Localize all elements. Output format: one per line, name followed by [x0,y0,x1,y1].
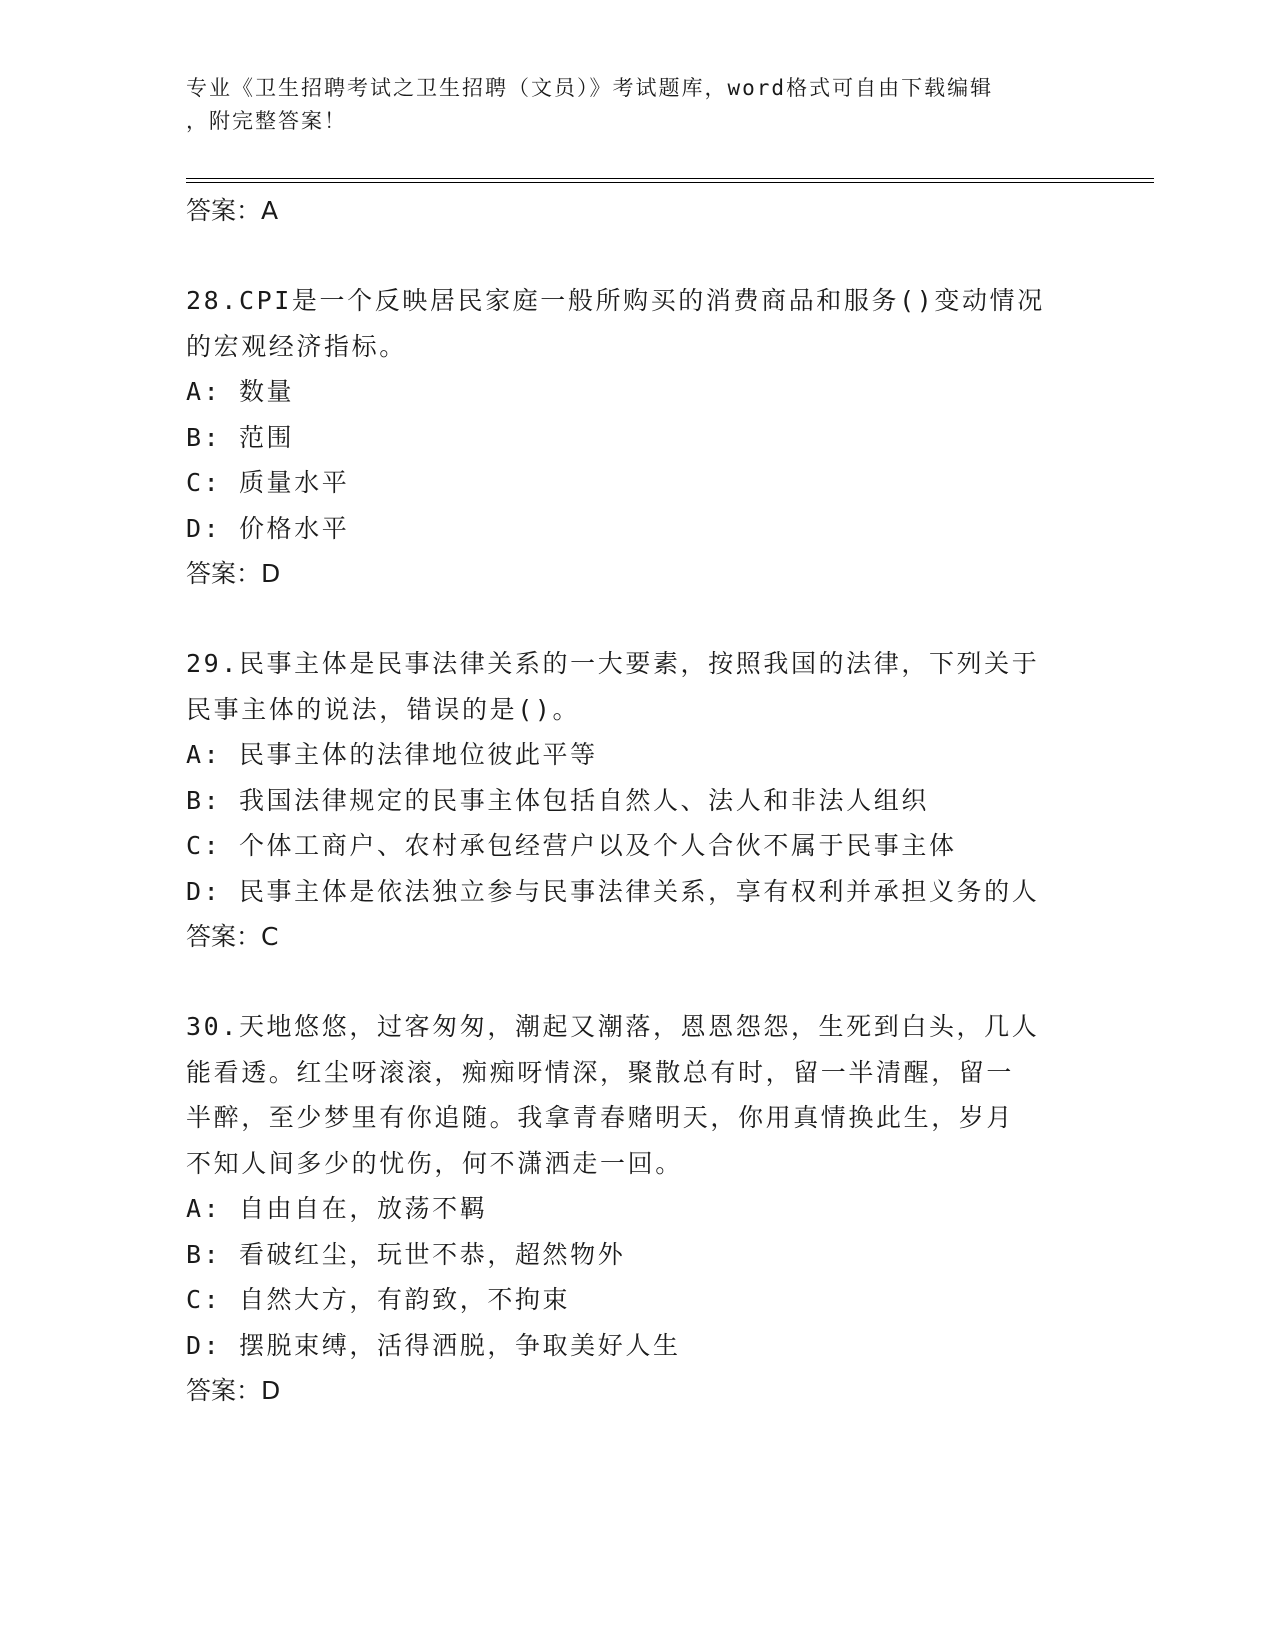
header-divider-top [186,178,1154,179]
option-b: B: 我国法律规定的民事主体包括自然人、法人和非法人组织 [186,785,929,815]
option-c: C: 个体工商户、农村承包经营户以及个人合伙不属于民事主体 [186,831,957,860]
page-header [186,72,1066,138]
option-d: D: 摆脱束缚，活得洒脱，争取美好人生 [186,1330,681,1360]
option-b: B: 看破红尘，玩世不恭，超然物外 [186,1239,626,1269]
question-text-line: 的宏观经济指标。 [186,331,407,361]
option-b: B: 范围 [186,422,295,452]
question-text-line: 半醉，至少梦里有你追随。我拿青春赌明天，你用真情换此生，岁月 [186,1103,1015,1132]
question-text-line: 30.天地悠悠，过客匆匆，潮起又潮落，恩恩怨怨，生死到白头，几人 [186,1012,1040,1041]
question-text-line: 28.CPI是一个反映居民家庭一般所购买的消费商品和服务()变动情况 [186,286,1045,315]
question-list [186,188,1086,1414]
question-text-line: 不知人间多少的忧伤，何不潇洒走一回。 [186,1148,683,1178]
question-29 [186,641,1086,960]
option-a: A: 民事主体的法律地位彼此平等 [186,740,598,769]
option-c: C: 质量水平 [186,468,350,497]
question-30 [186,1004,1086,1414]
question-answer: 答案：D [186,1376,281,1405]
spacer [186,234,1086,278]
header-divider-bottom [186,182,1154,183]
question-text-line: 能看透。红尘呀滚滚，痴痴呀情深，聚散总有时，留一半清醒，留一 [186,1057,1015,1087]
question-28 [186,278,1086,597]
option-d: D: 价格水平 [186,513,350,543]
option-c: C: 自然大方，有韵致，不拘束 [186,1285,571,1314]
header-line-2: ，附完整答案！ [186,109,347,133]
question-text-line: 民事主体的说法，错误的是()。 [186,694,581,724]
header-line-1: 专业《卫生招聘考试之卫生招聘（文员）》考试题库，word格式可自由下载编辑 [186,76,994,100]
spacer [186,597,1086,641]
spacer [186,960,1086,1004]
option-a: A: 自由自在，放荡不羁 [186,1194,488,1223]
option-d: D: 民事主体是依法独立参与民事法律关系，享有权利并承担义务的人 [186,876,1040,906]
option-a: A: 数量 [186,377,295,406]
previous-question-answer: 答案：A [186,196,279,225]
question-text-line: 29.民事主体是民事法律关系的一大要素，按照我国的法律，下列关于 [186,649,1040,678]
question-answer: 答案：C [186,922,279,951]
question-answer: 答案：D [186,559,281,588]
